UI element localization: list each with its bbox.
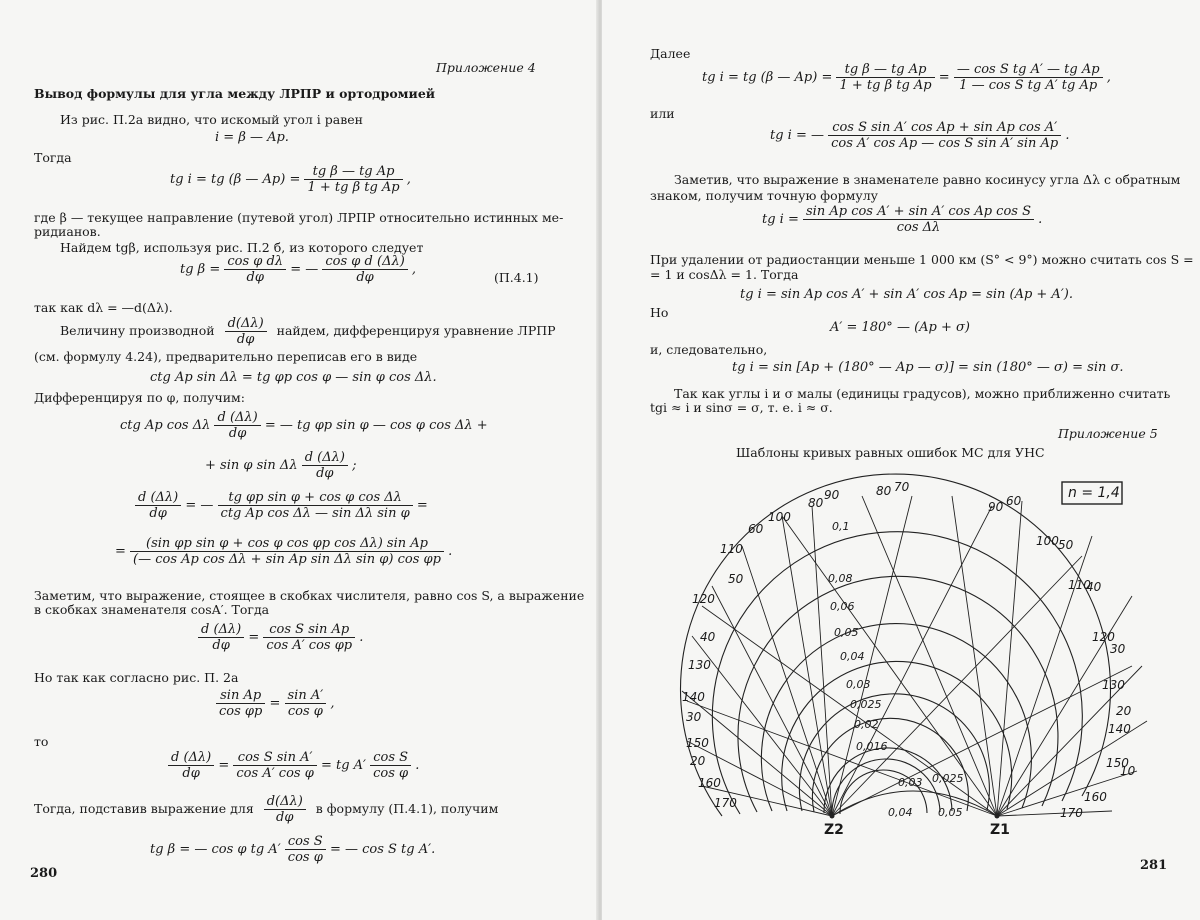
bearing-label: 80 bbox=[876, 484, 892, 498]
station-z2-dot bbox=[830, 814, 835, 819]
bearing-label: 170 bbox=[1060, 806, 1083, 820]
station-z2-label: Z2 bbox=[824, 822, 844, 838]
appendix-label: Приложение 5 bbox=[1058, 426, 1158, 441]
paragraph: Но bbox=[650, 305, 669, 320]
circle-label: 0,03 bbox=[846, 678, 871, 691]
paragraph: (см. формулу 4.24), предварительно переписав его в виде bbox=[34, 349, 418, 364]
page-number: 281 bbox=[1140, 858, 1168, 873]
bearing-label: 20 bbox=[1116, 704, 1132, 718]
bearing-label: 60 bbox=[748, 522, 764, 536]
bearing-label: 20 bbox=[690, 754, 706, 768]
bearing-label: 80 bbox=[808, 496, 824, 510]
paragraph: Дифференцируя по φ, получим: bbox=[34, 390, 245, 405]
formula: A′ = 180° — (Ap + σ) bbox=[830, 320, 970, 335]
curve-label: 0,025 bbox=[932, 772, 964, 785]
paragraph: Величину производной $\frac{d(\Delta\lambda)}{d\varphi}$ найдем, дифференцируя уравнение ЛРПР bbox=[60, 316, 556, 347]
bearing-lines bbox=[682, 496, 1147, 816]
formula: tg i = sin [Ap + (180° — Ap — σ)] = sin (180° — σ) = sin σ. bbox=[732, 360, 1124, 375]
formula: $\frac{d (\Delta\lambda)}{d\varphi}$ = — $\frac{\text{tg φp sin φ + cos φ cos Δλ}}{\text{ctg Ap cos Δλ — sin Δλ sin φ}}$ = bbox=[135, 490, 428, 521]
circle-label: 0,016 bbox=[856, 740, 888, 753]
paragraph: Тогда bbox=[34, 150, 72, 165]
paragraph: знаком, получим точную формулу bbox=[650, 188, 878, 203]
appendix-label: Приложение 4 bbox=[436, 60, 536, 75]
bearing-label: 120 bbox=[1092, 630, 1115, 644]
circle-label: 0,08 bbox=[828, 572, 853, 585]
paragraph: При удалении от радиостанции меньше 1 000 км (S° < 9°) можно считать cos S = bbox=[650, 252, 1194, 267]
paragraph: ридианов. bbox=[34, 224, 101, 239]
paragraph: Тогда, подставив выражение для $\frac{d(\Delta\lambda)}{d\varphi}$ в формулу (П.4.1), получим bbox=[34, 794, 499, 825]
bearing-label: 70 bbox=[894, 480, 910, 494]
paragraph: в скобках знаменателя cosA′. Тогда bbox=[34, 602, 270, 617]
bearing-label: 90 bbox=[824, 488, 840, 502]
bearing-label: 50 bbox=[1058, 538, 1074, 552]
formula: ctg Ap cos Δλ $\frac{d (\Delta\lambda)}{d\varphi}$ = — tg φp sin φ — cos φ cos Δλ + bbox=[120, 410, 488, 441]
bearing-label: 40 bbox=[700, 630, 716, 644]
bearing-label: 50 bbox=[728, 572, 744, 586]
paragraph: то bbox=[34, 734, 49, 749]
bearing-label: 10 bbox=[1120, 764, 1136, 778]
left-page bbox=[0, 0, 598, 920]
section-heading: Вывод формулы для угла между ЛРПР и ортодромией bbox=[34, 86, 436, 101]
baseline-curve bbox=[832, 791, 997, 816]
curve-label: 0,04 bbox=[888, 806, 913, 819]
paragraph: где β — текущее направление (путевой угол) ЛРПР относительно истинных ме- bbox=[34, 210, 564, 225]
bearing-label: 150 bbox=[1106, 756, 1129, 770]
formula: $\frac{d (\Delta\lambda)}{d\varphi}$ = $\frac{\text{cos S sin A′}}{\text{cos A′ cos φ}}$ = tg A′ $\frac{\text{cos S}}{\text{cos φ}}$ . bbox=[168, 750, 419, 781]
bearing-label: 160 bbox=[698, 776, 721, 790]
formula: ctg Ap sin Δλ = tg φp cos φ — sin φ cos Δλ. bbox=[150, 370, 437, 385]
formula: i = β — Ap. bbox=[215, 130, 289, 145]
right-page bbox=[602, 0, 1200, 920]
formula: tg β = $\frac{\text{cos φ dλ}}{d\varphi}$ = — $\frac{\text{cos φ d (Δλ)}}{d\varphi}$ , bbox=[180, 254, 417, 285]
page-number: 280 bbox=[30, 866, 58, 881]
paragraph: и, следовательно, bbox=[650, 342, 768, 357]
bearing-label: 150 bbox=[686, 736, 709, 750]
formula: = $\frac{\text{(sin φp sin φ + cos φ cos φp cos Δλ) sin Ap}}{\text{(— cos Ap cos Δλ + sin Ap sin Δλ sin φ) cos φp}}$ . bbox=[115, 536, 453, 567]
bearing-label: 100 bbox=[768, 510, 791, 524]
circle-label: 0,02 bbox=[854, 718, 879, 731]
circle-label: 0,05 bbox=[834, 626, 859, 639]
bearing-label: 100 bbox=[1036, 534, 1059, 548]
bearing-label: 110 bbox=[1068, 578, 1091, 592]
bearing-label: 90 bbox=[988, 500, 1004, 514]
paragraph: Далее bbox=[650, 46, 691, 61]
bearing-label: 40 bbox=[1086, 580, 1102, 594]
formula: $\frac{\text{sin Ap}}{\text{cos φp}}$ = $\frac{\text{sin A′}}{\text{cos φ}}$ , bbox=[216, 688, 334, 719]
paragraph: так как dλ = —d(Δλ). bbox=[34, 300, 173, 315]
bearing-label: 60 bbox=[1006, 494, 1022, 508]
bearing-label: 140 bbox=[682, 690, 705, 704]
bearing-label: 110 bbox=[720, 542, 743, 556]
formula: tg β = — cos φ tg A′ $\frac{\text{cos S}}{\text{cos φ}}$ = — cos S tg A′. bbox=[150, 834, 436, 865]
bearing-label: 130 bbox=[1102, 678, 1125, 692]
formula: tg i = $\frac{\text{sin Ap cos A′ + sin A′ cos Ap cos S}}{\text{cos Δλ}}$ . bbox=[762, 204, 1043, 235]
circle-label: 0,025 bbox=[850, 698, 882, 711]
bearing-label: 30 bbox=[686, 710, 702, 724]
circle-label: 0,1 bbox=[832, 520, 850, 533]
station-z1-dot bbox=[995, 814, 1000, 819]
paragraph: Но так как согласно рис. П. 2а bbox=[34, 670, 239, 685]
bearing-label: 160 bbox=[1084, 790, 1107, 804]
equation-label: (П.4.1) bbox=[494, 270, 539, 285]
paragraph: или bbox=[650, 106, 675, 121]
bearing-label: 120 bbox=[692, 592, 715, 606]
bearing-label: 140 bbox=[1108, 722, 1131, 736]
formula: tg i = sin Ap cos A′ + sin A′ cos Ap = sin (Ap + A′). bbox=[740, 287, 1073, 302]
figure-heading: Шаблоны кривых равных ошибок МС для УНС bbox=[736, 445, 1045, 460]
curve-label: 0,03 bbox=[898, 776, 923, 789]
paragraph: tgi ≈ i и sinσ = σ, т. е. i ≈ σ. bbox=[650, 400, 833, 415]
paragraph: Заметив, что выражение в знаменателе равно косинусу угла Δλ с обратным bbox=[674, 172, 1181, 187]
station-z1-label: Z1 bbox=[990, 822, 1010, 838]
formula: + sin φ sin Δλ $\frac{d (\Delta\lambda)}{d\varphi}$ ; bbox=[205, 450, 357, 481]
paragraph: Найдем tgβ, используя рис. П.2 б, из которого следует bbox=[60, 240, 424, 255]
formula: tg i = — $\frac{\text{cos S sin A′ cos Ap + sin Ap cos A′}}{\text{cos A′ cos Ap — cos S sin A′ sin Ap}}$ . bbox=[770, 120, 1070, 151]
bearing-label: 170 bbox=[714, 796, 737, 810]
parameter-label: n = 1,4 bbox=[1068, 485, 1120, 501]
circle-label: 0,06 bbox=[830, 600, 855, 613]
circle-label: 0,04 bbox=[840, 650, 865, 663]
formula: $\frac{d (\Delta\lambda)}{d\varphi}$ = $\frac{\text{cos S sin Ap}}{\text{cos A′ cos φp}}$ . bbox=[198, 622, 363, 653]
paragraph: = 1 и cosΔλ = 1. Тогда bbox=[650, 267, 799, 282]
bearing-label: 30 bbox=[1110, 642, 1126, 656]
paragraph: Заметим, что выражение, стоящее в скобках числителя, равно cos S, а выражение bbox=[34, 588, 585, 603]
formula: tg i = tg (β — Ap) = $\frac{\text{tg β — tg Ap}}{\text{1 + tg β tg Ap}}$ = $\frac{\text{— cos S tg A′ — tg Ap}}{\text{1 — cos S tg A′ tg Ap}}$ , bbox=[702, 62, 1111, 93]
bearing-label: 130 bbox=[688, 658, 711, 672]
paragraph: Так как углы i и σ малы (единицы градусов), можно приближенно считать bbox=[674, 386, 1171, 401]
curve-label: 0,05 bbox=[938, 806, 963, 819]
paragraph: Из рис. П.2а видно, что искомый угол i равен bbox=[60, 112, 363, 127]
formula: tg i = tg (β — Ap) = $\frac{\text{tg β — tg Ap}}{\text{1 + tg β tg Ap}}$ , bbox=[170, 164, 411, 195]
